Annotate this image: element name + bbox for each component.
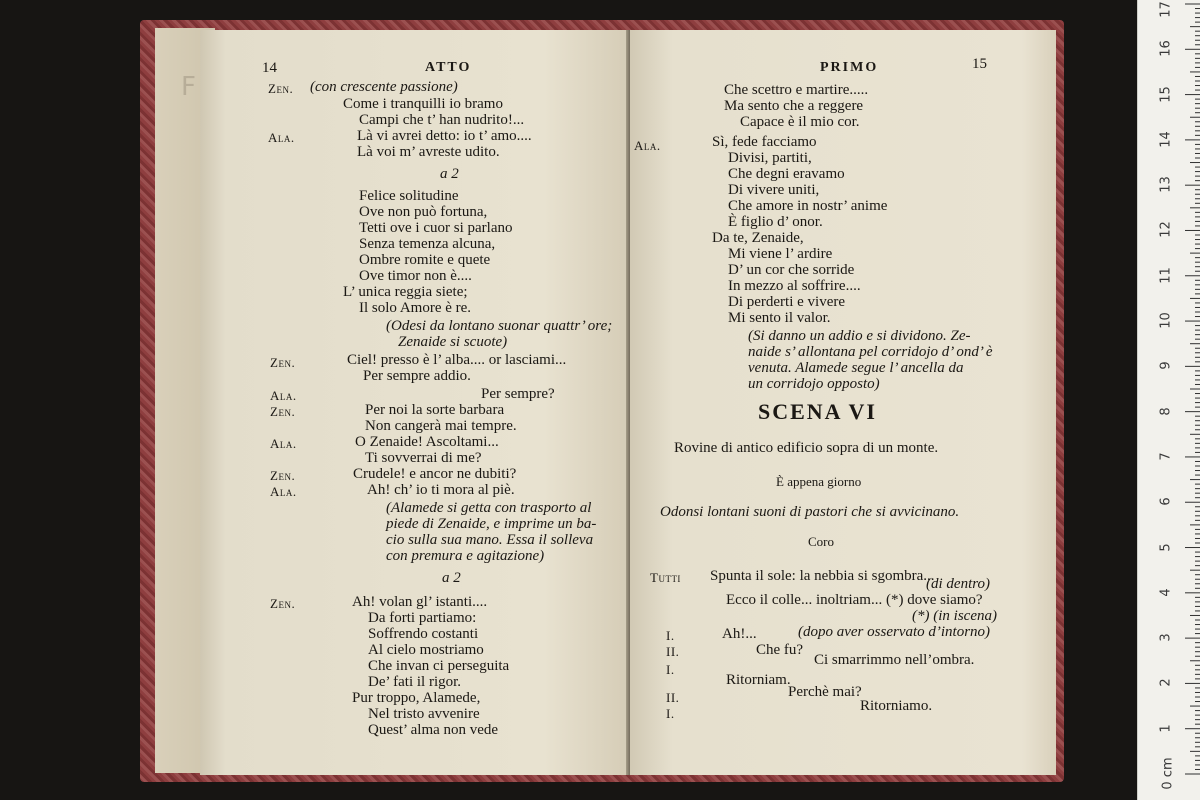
verse-line: De’ fati il rigor.: [368, 674, 462, 690]
duet-marker: a 2: [440, 166, 459, 182]
running-header: ATTO: [425, 60, 472, 75]
ruler-number: 5: [1158, 542, 1174, 552]
speaker-label: Ala.: [634, 138, 661, 153]
ruler-number: 1: [1158, 724, 1174, 733]
page-number: 14: [262, 60, 277, 76]
verse-line: Mi sento il valor.: [728, 310, 831, 326]
stage-direction: piede di Zenaide, e imprime un ba-: [386, 516, 597, 532]
stage-direction: (Si danno un addio e si dividono. Ze-: [748, 328, 971, 344]
speaker-label: Ala.: [268, 130, 295, 145]
scene-title: SCENA VI: [758, 399, 877, 424]
verse-line: Ma sento che a reggere: [724, 98, 864, 114]
verse-line: Al cielo mostriamo: [368, 642, 484, 658]
verse-line: Da forti partiamo:: [368, 610, 477, 626]
verse-line: Crudele! e ancor ne dubiti?: [353, 466, 517, 482]
verse-line: Capace è il mio cor.: [740, 114, 860, 130]
verse-line: Ecco il colle... inoltriam... (*) dove siamo?: [726, 592, 983, 608]
ruler-number: 7: [1158, 452, 1174, 461]
verse-line: Sì, fede facciamo: [712, 134, 817, 150]
verse-line: Mi viene l’ ardire: [728, 246, 833, 262]
speaker-label: Zen.: [270, 355, 296, 370]
running-header: PRIMO: [820, 60, 879, 75]
verse-line: Ombre romite e quete: [359, 252, 491, 268]
left-page: [200, 30, 630, 775]
ruler-number: 3: [1158, 633, 1174, 642]
verse-line: Perchè mai?: [788, 684, 862, 700]
verse-line: Ritorniam.: [726, 672, 791, 688]
speaker-label: Zen.: [270, 404, 296, 419]
verse-line: Da te, Zenaide,: [712, 230, 804, 246]
verse-line: Come i tranquilli io bramo: [343, 96, 503, 112]
ruler-number: 14: [1158, 131, 1174, 148]
verse-line: Ove non può fortuna,: [359, 204, 488, 220]
stage-direction: Odonsi lontani suoni di pastori che si avvicinano.: [660, 504, 960, 520]
ruler-number: 15: [1158, 85, 1174, 103]
stage-direction: (*) (in iscena): [912, 608, 997, 624]
verse-line: Il solo Amore è re.: [359, 300, 472, 316]
verse-line: Soffrendo costanti: [368, 626, 479, 642]
stage-direction: cio sulla sua mano. Essa il solleva: [386, 532, 594, 548]
verse-line: Là vi avrei detto: io t’ amo....: [357, 128, 532, 144]
time-note: È appena giorno: [776, 474, 862, 489]
verse-line: Senza temenza alcuna,: [359, 236, 496, 252]
verse-line: L’ unica reggia siete;: [343, 284, 468, 300]
verse-line: Là voi m’ avreste udito.: [357, 144, 500, 160]
verse-line: Che fu?: [756, 642, 804, 658]
chorus-label: Coro: [808, 534, 834, 549]
speaker-label: I.: [666, 706, 675, 721]
verse-line: Tetti ove i cuor si parlano: [359, 220, 513, 236]
right-page: [630, 30, 1056, 775]
speaker-label: I.: [666, 662, 675, 677]
verse-line: Campi che t’ han nudrito!...: [359, 112, 525, 128]
ruler-number: 9: [1158, 361, 1174, 370]
verse-line: Che scettro e martire.....: [724, 82, 869, 98]
ruler-number: 0 cm: [1160, 757, 1176, 790]
verse-line: Che invan ci perseguita: [368, 658, 510, 674]
speaker-label: Zen.: [268, 81, 294, 96]
verse-line: Divisi, partiti,: [728, 150, 812, 166]
scene-setting: Rovine di antico edificio sopra di un monte.: [674, 440, 939, 456]
verse-line: D’ un cor che sorride: [728, 262, 855, 278]
stage-direction: con premura e agitazione): [386, 548, 545, 564]
measurement-ruler: [1137, 0, 1200, 800]
verse-line: Nel tristo avvenire: [368, 706, 480, 722]
verse-line: Che degni eravamo: [728, 166, 845, 182]
verse-line: Felice solitudine: [359, 188, 459, 204]
verse-line: È figlio d’ onor.: [728, 214, 823, 230]
verse-line: Ciel! presso è l’ alba.... or lasciami...: [347, 352, 567, 368]
flyleaf-mark: F: [181, 72, 196, 102]
verse-line: Ah! ch’ io ti mora al piè.: [367, 482, 515, 498]
verse-line: Ah!...: [722, 626, 757, 642]
verse-line: Per sempre?: [481, 386, 555, 402]
verse-line: Quest’ alma non vede: [368, 722, 499, 738]
verse-line: Non cangerà mai tempre.: [365, 418, 517, 434]
ruler-number: 4: [1158, 588, 1174, 597]
speaker-label: Tutti: [650, 570, 681, 585]
stage-direction: (di dentro): [926, 576, 991, 592]
verse-line: O Zenaide! Ascoltami...: [355, 434, 499, 450]
verse-line: Ci smarrimmo nell’ombra.: [814, 652, 975, 668]
verse-line: Di vivere uniti,: [728, 182, 820, 198]
stage-direction: un corridojo opposto): [748, 376, 880, 392]
verse-line: Per sempre addio.: [363, 368, 471, 384]
stage-direction: (con crescente passione): [310, 79, 458, 95]
ruler-number: 10: [1158, 312, 1174, 329]
speaker-label: Ala.: [270, 388, 297, 403]
ruler-number: 8: [1158, 407, 1174, 416]
stage-direction: (dopo aver osservato d’intorno): [798, 624, 991, 640]
stage-direction: (Alamede si getta con trasporto al: [386, 500, 592, 516]
verse-line: Che amore in nostr’ anime: [728, 198, 888, 214]
verse-line: Spunta il sole: la nebbia si sgombra...: [710, 568, 935, 584]
speaker-label: Ala.: [270, 436, 297, 451]
speaker-label: Zen.: [270, 596, 296, 611]
verse-line: Pur troppo, Alamede,: [352, 690, 481, 706]
ruler-number: 2: [1158, 678, 1174, 688]
page-number: 15: [972, 56, 987, 72]
verse-line: Di perderti e vivere: [728, 294, 846, 310]
duet-marker: a 2: [442, 570, 461, 586]
ruler-number: 16: [1158, 40, 1174, 58]
verse-line: Ah! volan gl’ istanti....: [352, 594, 488, 610]
speaker-label: Zen.: [270, 468, 296, 483]
ruler-number: 17: [1158, 1, 1174, 18]
speaker-label: II.: [666, 644, 680, 659]
verse-line: Ritorniamo.: [860, 698, 933, 714]
verse-line: Ove timor non è....: [359, 268, 472, 284]
stage-direction: Zenaide si scuote): [398, 334, 508, 350]
verse-line: In mezzo al soffrire....: [728, 278, 861, 294]
ruler-number: 11: [1158, 266, 1174, 284]
stage-direction: venuta. Alamede segue l’ ancella da: [748, 360, 964, 376]
ruler-number: 13: [1158, 176, 1174, 193]
speaker-label: I.: [666, 628, 675, 643]
speaker-label: Ala.: [270, 484, 297, 499]
verse-line: Ti sovverrai di me?: [365, 450, 482, 466]
verse-line: Per noi la sorte barbara: [365, 402, 505, 418]
ruler-number: 6: [1158, 497, 1174, 506]
speaker-label: II.: [666, 690, 680, 705]
stage-direction: (Odesi da lontano suonar quattr’ ore;: [386, 318, 613, 334]
ruler-number: 12: [1158, 221, 1174, 239]
stage-direction: naide s’ allontana pel corridojo d’ ond’ è: [748, 344, 993, 360]
